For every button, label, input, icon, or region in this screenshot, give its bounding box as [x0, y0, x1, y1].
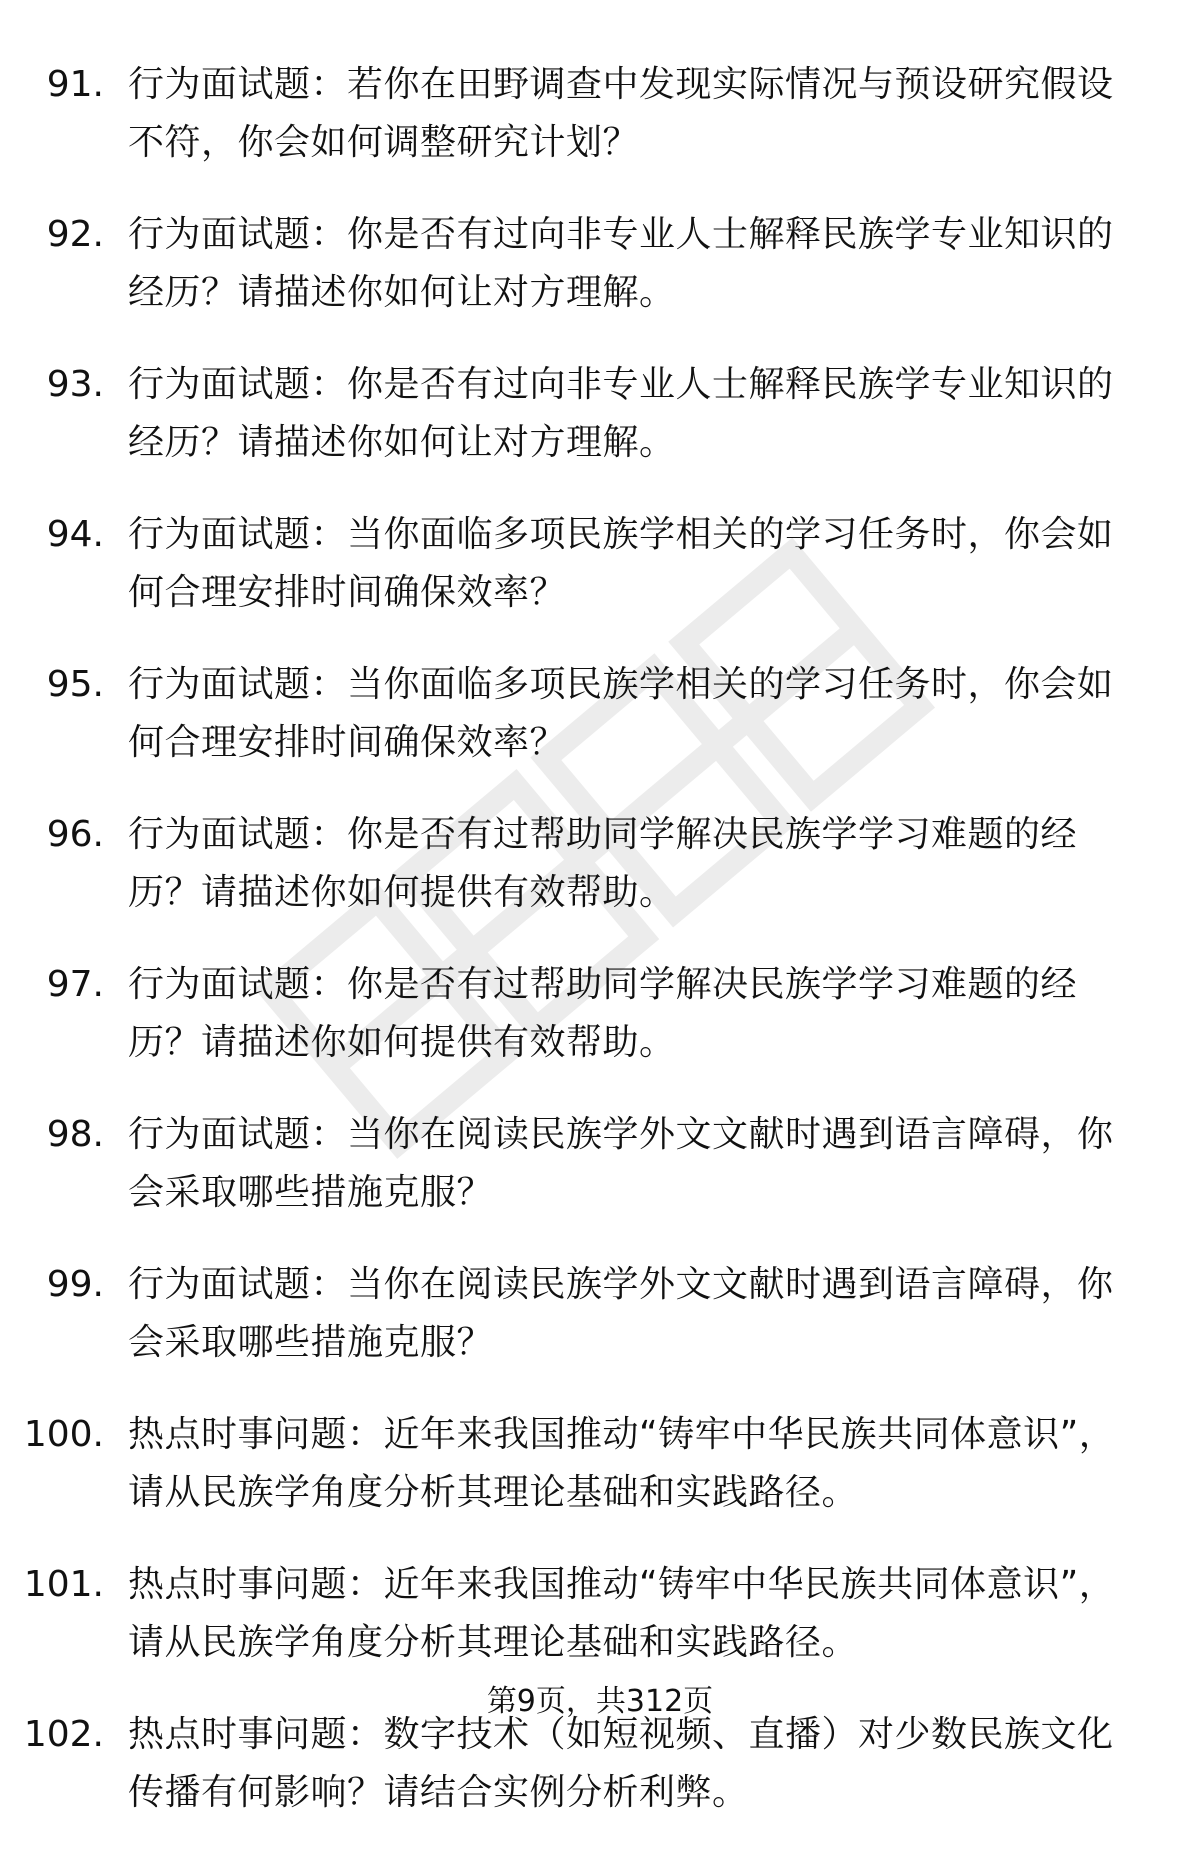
question-text: 行为面试题：当你在阅读民族学外文文献时遇到语言障碍，你会采取哪些措施克服？ [128, 1264, 1114, 1363]
list-item [0, 656, 1200, 806]
question-number: 96. [46, 814, 104, 855]
question-text: 行为面试题：若你在田野调查中发现实际情况与预设研究假设不符，你会如何调整研究计划？ [128, 64, 1114, 163]
question-text: 热点时事问题：近年来我国推动“铸牢中华民族共同体意识”，请从民族学角度分析其理论基础和实践路径。 [128, 1414, 1116, 1513]
list-item [0, 806, 1200, 956]
list-item [0, 56, 1200, 206]
list-item [0, 506, 1200, 656]
question-number: 97. [46, 964, 104, 1005]
list-item [0, 1706, 1200, 1856]
question-text: 行为面试题：当你面临多项民族学相关的学习任务时，你会如何合理安排时间确保效率？ [128, 664, 1114, 763]
question-number: 94. [46, 514, 104, 555]
question-text: 行为面试题：你是否有过帮助同学解决民族学学习难题的经历？请描述你如何提供有效帮助。 [128, 814, 1078, 913]
question-number: 95. [46, 664, 104, 705]
list-item [0, 356, 1200, 506]
question-list [0, 56, 1200, 1856]
list-item [0, 1256, 1200, 1406]
question-number: 99. [46, 1264, 104, 1305]
question-number: 100. [23, 1414, 104, 1455]
list-item [0, 956, 1200, 1106]
list-item [0, 1106, 1200, 1256]
question-text: 行为面试题：当你在阅读民族学外文文献时遇到语言障碍，你会采取哪些措施克服？ [128, 1114, 1114, 1213]
question-number: 91. [46, 64, 104, 105]
question-text: 行为面试题：你是否有过向非专业人士解释民族学专业知识的经历？请描述你如何让对方理解。 [128, 364, 1114, 463]
question-text: 热点时事问题：数字技术（如短视频、直播）对少数民族文化传播有何影响？请结合实例分析利弊。 [128, 1714, 1114, 1813]
question-number: 92. [46, 214, 104, 255]
question-number: 102. [23, 1714, 104, 1755]
question-number: 101. [23, 1564, 104, 1605]
list-item [0, 1406, 1200, 1556]
question-text: 行为面试题：当你面临多项民族学相关的学习任务时，你会如何合理安排时间确保效率？ [128, 514, 1114, 613]
question-text: 行为面试题：你是否有过向非专业人士解释民族学专业知识的经历？请描述你如何让对方理解。 [128, 214, 1114, 313]
list-item [0, 206, 1200, 356]
question-text: 行为面试题：你是否有过帮助同学解决民族学学习难题的经历？请描述你如何提供有效帮助。 [128, 964, 1078, 1063]
page-footer: 第9页，共312页 [486, 1684, 714, 1719]
question-number: 98. [46, 1114, 104, 1155]
question-number: 93. [46, 364, 104, 405]
question-text: 热点时事问题：近年来我国推动“铸牢中华民族共同体意识”，请从民族学角度分析其理论基础和实践路径。 [128, 1564, 1116, 1663]
